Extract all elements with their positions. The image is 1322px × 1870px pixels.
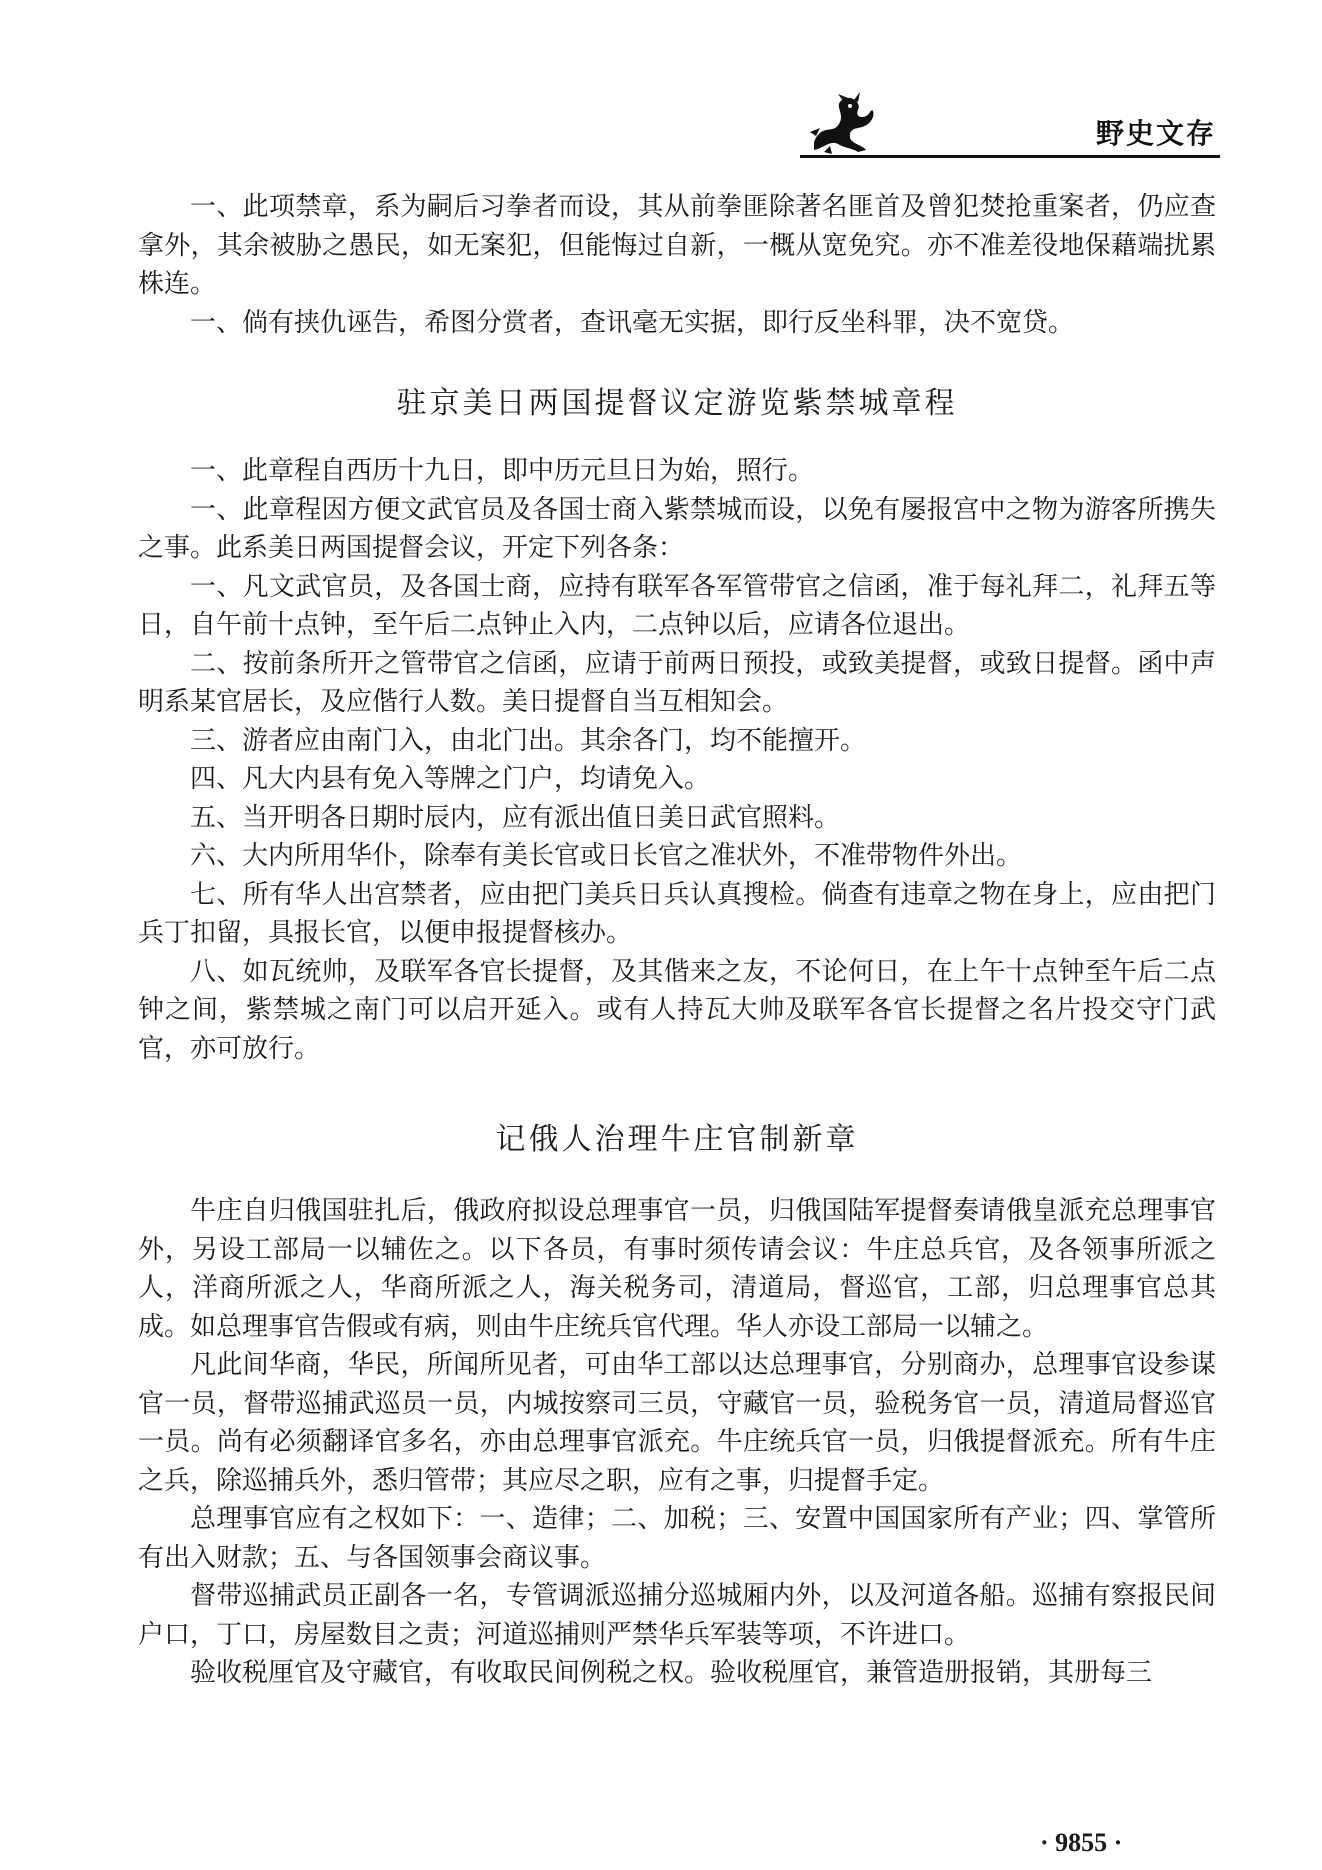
- running-header: [800, 92, 1220, 164]
- section2-paragraph: 五、当开明各日期时辰内，应有派出值日美日武官照料。: [190, 802, 841, 833]
- section2-title: 驻京美日两国提督议定游览紫禁城章程: [396, 386, 958, 421]
- section2-paragraph: 一、此章程自西历十九日，即中历元旦日为始，照行。: [190, 456, 815, 486]
- section2-paragraph: 六、大内所用华仆，除奉有美长官或日长官之准状外，不准带物件外出。: [190, 841, 1023, 871]
- section2-paragraph: 四、凡大内县有免入等牌之门户，均请免入。: [190, 764, 711, 794]
- section3-paragraph: 总理事官应有之权如下：一、造律；二、加税；三、安置中国国家所有产业；四、掌管所有出入财款；五、与各国领事会商议事。: [138, 1504, 1216, 1573]
- dragon-icon: [804, 92, 880, 156]
- section2-paragraph: 三、游者应由南门入，由北门出。其余各门，均不能擅开。: [190, 725, 867, 756]
- page-number: · 9855 ·: [1040, 1828, 1123, 1857]
- section2-paragraph: 一、此章程因方便文武官员及各国士商入紫禁城而设，以免有屡报宫中之物为游客所携失之事。此系美日两国提督会议，开定下列各条：: [138, 494, 1216, 563]
- section2-paragraph: 一、凡文武官员，及各国士商，应持有联军各军管带官之信函，准于每礼拜二，礼拜五等日，自午前十点钟，至午后二点钟止入内，二点钟以后，应请各位退出。: [138, 571, 1216, 640]
- section3-paragraph: 凡此间华商，华民，所闻所见者，可由华工部以达总理事官，分别商办，总理事官设参谋官一员，督带巡捕武巡员一员，内城按察司三员，守藏官一员，验税务官一员，清道局督巡官一员。尚有必须翻译官多名，亦由总理事官派充。牛庄统兵官一员，归俄提督派充。所有牛庄之兵，除巡捕兵外，悉归管带；其应尽之职，应有之事，归提督手定。: [138, 1350, 1216, 1496]
- section2-paragraph: 七、所有华人出宫禁者，应由把门美兵日兵认真搜检。倘查有违章之物在身上，应由把门兵丁扣留，具报长官，以便申报提督核办。: [138, 879, 1216, 948]
- page-body: [138, 188, 1216, 1693]
- section1-paragraph: 一、倘有挟仇诬告，希图分赏者，查讯毫无实据，即行反坐科罪，决不宽贷。: [190, 307, 1075, 338]
- section3-paragraph: 牛庄自归俄国驻扎后，俄政府拟设总理事官一员，归俄国陆军提督奏请俄皇派充总理事官外，另设工部局一以辅佐之。以下各员，有事时须传请会议：牛庄总兵官，及各领事所派之人，洋商所派之人，华商所派之人，海关税务司，清道局，督巡官，工部，归总理事官总其成。如总理事官告假或有病，则由牛庄统兵官代理。华人亦设工部局一以辅之。: [138, 1196, 1216, 1342]
- header-rule: [800, 155, 1220, 158]
- section3-title: 记俄人治理牛庄官制新章: [495, 1122, 859, 1157]
- running-header-title: 野史文存: [1095, 117, 1216, 150]
- section2-paragraph: 八、如瓦统帅，及联军各官长提督，及其偕来之友，不论何日，在上午十点钟至午后二点钟之间，紫禁城之南门可以启开延入。或有人持瓦大帅及联军各官长提督之名片投交守门武官，亦可放行。: [138, 956, 1216, 1064]
- section1-paragraph: 一、此项禁章，系为嗣后习拳者而设，其从前拳匪除著名匪首及曾犯焚抢重案者，仍应查拿外，其余被胁之愚民，如无案犯，但能悔过自新，一概从宽免究。亦不准差役地保藉端扰累株连。: [138, 192, 1216, 299]
- section3-paragraph: 验收税厘官及守藏官，有收取民间例税之权。验收税厘官，兼管造册报销，其册每三: [190, 1658, 1153, 1688]
- section2-paragraph: 二、按前条所开之管带官之信函，应请于前两日预投，或致美提督，或致日提督。函中声明系某官居长，及应偕行人数。美日提督自当互相知会。: [138, 648, 1216, 717]
- section3-paragraph: 督带巡捕武员正副各一名，专管调派巡捕分巡城厢内外，以及河道各船。巡捕有察报民间户口，丁口，房屋数目之责；河道巡捕则严禁华兵军装等项，不许进口。: [138, 1581, 1216, 1650]
